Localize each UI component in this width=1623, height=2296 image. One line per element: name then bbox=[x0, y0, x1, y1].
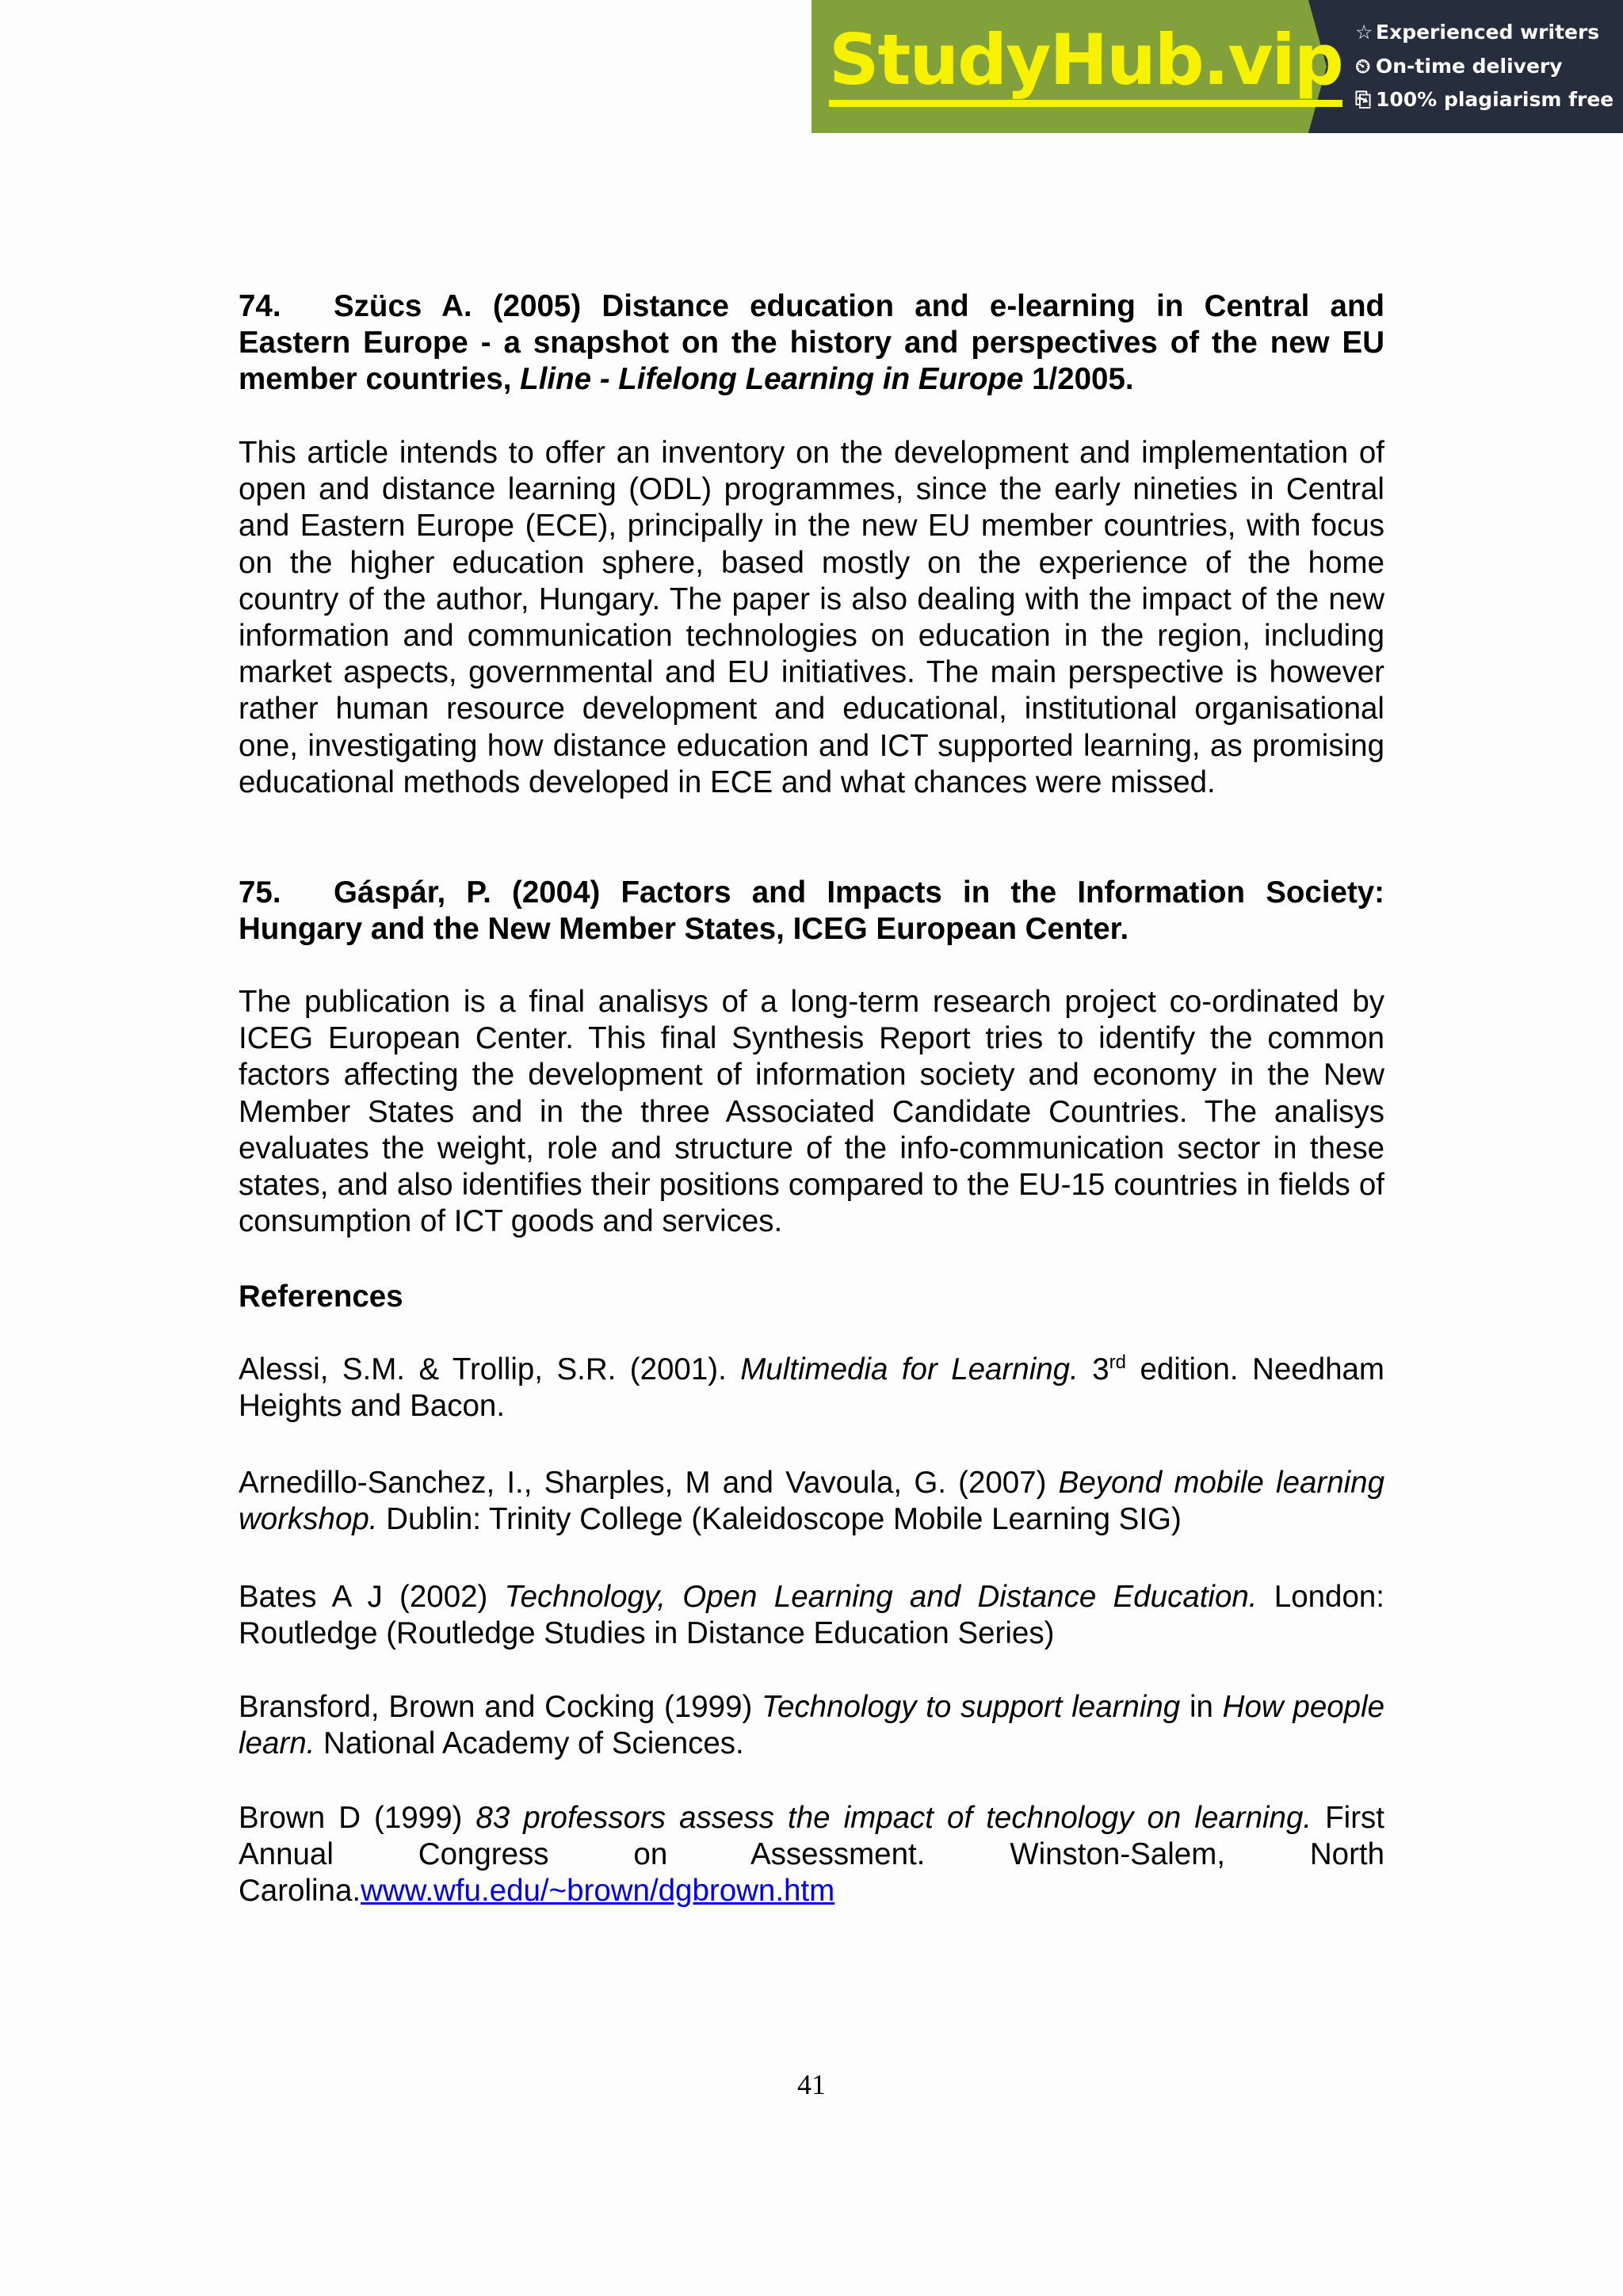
feature-label: On-time delivery bbox=[1376, 55, 1563, 78]
feature-label: 100% plagiarism free bbox=[1376, 88, 1614, 111]
entry-number: 74. bbox=[239, 289, 281, 323]
ref-authors: Bates A J (2002) bbox=[239, 1580, 505, 1614]
ref-publisher: National Academy of Sciences. bbox=[315, 1726, 744, 1761]
ref-title: Multimedia for Learning. bbox=[740, 1352, 1079, 1386]
references-heading: References bbox=[239, 1280, 403, 1314]
reference-item bbox=[239, 1579, 1384, 1652]
ref-title: Technology, Open Learning and Distance Education. bbox=[504, 1580, 1258, 1614]
entry-74-title bbox=[239, 288, 1384, 399]
ref-title: Beyond mobile learning workshop. bbox=[239, 1466, 1385, 1537]
reference-item bbox=[239, 1800, 1384, 1910]
title-text: Gáspár, P. (2004) Factors and Impacts in the Information Society: Hungary and the New Member States, ICEG European Center. bbox=[239, 875, 1384, 947]
feature-experienced-writers bbox=[1355, 21, 1599, 44]
reference-item bbox=[239, 1689, 1384, 1762]
copy-icon: ⎘ bbox=[1355, 88, 1372, 111]
entry-75-title bbox=[239, 875, 1384, 948]
ref-superscript: rd bbox=[1109, 1352, 1126, 1374]
ref-authors: Bransford, Brown and Cocking (1999) bbox=[239, 1690, 762, 1724]
ref-title: Technology to support learning bbox=[762, 1690, 1181, 1724]
feature-plagiarism-free bbox=[1355, 88, 1613, 112]
ref-publisher: edition. Needham Heights and Bacon. bbox=[239, 1352, 1384, 1424]
studyhub-banner[interactable] bbox=[812, 0, 1623, 133]
journal-title: Lline - Lifelong Learning in Europe bbox=[520, 362, 1024, 397]
ref-text: in bbox=[1180, 1690, 1223, 1724]
ref-title: 83 professors assess the impact of technology on learning. bbox=[475, 1801, 1312, 1835]
ref-publisher: Dublin: Trinity College (Kaleidoscope Mobile Learning SIG) bbox=[377, 1502, 1182, 1537]
clock-icon: ⏲ bbox=[1355, 55, 1371, 78]
feature-on-time-delivery bbox=[1355, 55, 1563, 78]
title-text: Szücs A. (2005) Distance education and e-learning in Central and Eastern Europe - a snapshot on the history and perspectives of the new EU member countries, bbox=[239, 289, 1384, 397]
ref-book-title: How people learn. bbox=[239, 1690, 1385, 1761]
page-number: 41 bbox=[797, 2069, 826, 2100]
ref-publisher: London: Routledge (Routledge Studies in Distance Education Series) bbox=[239, 1580, 1384, 1651]
feature-label: Experienced writers bbox=[1376, 21, 1600, 44]
reference-item bbox=[239, 1465, 1384, 1538]
reference-item bbox=[239, 1352, 1384, 1425]
ref-text: 3 bbox=[1078, 1352, 1109, 1386]
ref-authors: Alessi, S.M. & Trollip, S.R. (2001). bbox=[239, 1352, 741, 1386]
ref-authors: Brown D (1999) bbox=[239, 1801, 476, 1835]
ref-authors: Arnedillo-Sanchez, I., Sharples, M and Vavoula, G. (2007) bbox=[239, 1466, 1059, 1500]
ref-publisher: First Annual Congress on Assessment. Winston-Salem, North Carolina. bbox=[239, 1801, 1384, 1909]
entry-75-abstract: The publication is a final analisys of a long-term research project co-ordinated by ICEG European Center. This final Synthesis Report tries to identify the common factors affecting the development of information society and economy in the New Member States and in the three Associated Candidate Countries. The analisys evaluates the weight, role and structure of the info-communication sector in these states, and also identifies their positions compared to the EU-15 countries in fields of consumption of ICT goods and services. bbox=[239, 985, 1384, 1239]
entry-number: 75. bbox=[239, 875, 281, 910]
ref-link[interactable]: www.wfu.edu/~brown/dgbrown.htm bbox=[361, 1874, 835, 1909]
entry-74-abstract: This article intends to offer an inventory on the development and implementation of open and distance learning (ODL) programmes, since the early nineties in Central and Eastern Europe (ECE), principally in the new EU member countries, with focus on the higher education sphere, based mostly on the experience of the home country of the author, Hungary. The paper is also dealing with the impact of the new information and communication technologies on education in the region, including market aspects, governmental and EU initiatives. The main perspective is however rather human resource development and educational, institutional organisational one, investigating how distance education and ICT supported learning, as promising educational methods developed in ECE and what chances were missed. bbox=[239, 436, 1384, 799]
title-issue: 1/2005. bbox=[1023, 362, 1134, 397]
star-icon: ☆ bbox=[1355, 21, 1373, 44]
studyhub-logo[interactable]: StudyHub.vip bbox=[829, 21, 1342, 107]
